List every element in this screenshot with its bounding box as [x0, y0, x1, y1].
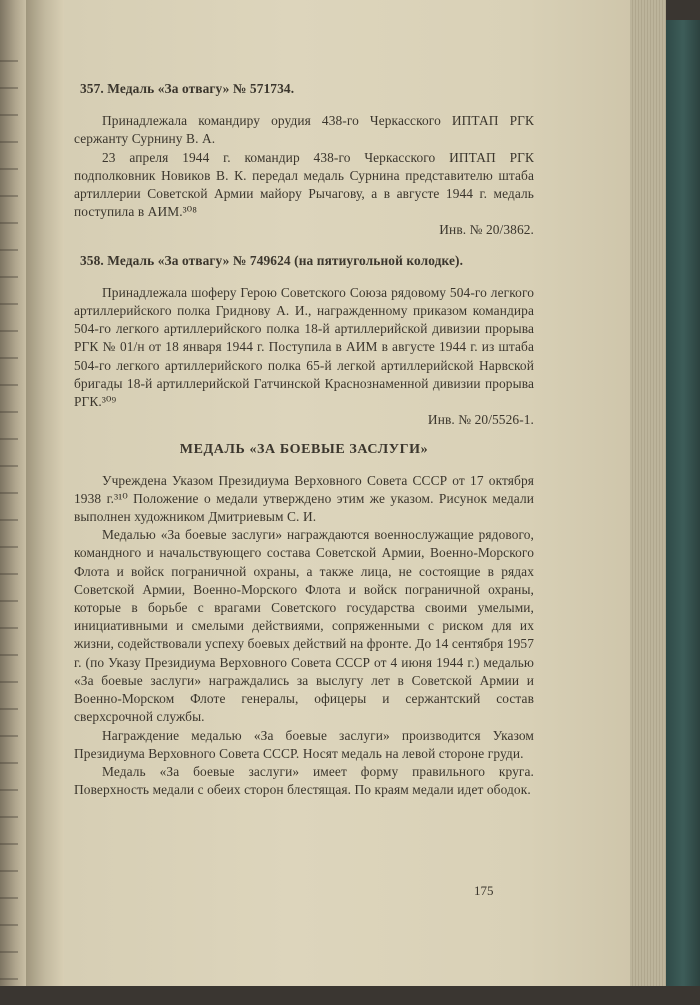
- book-cover-edge: [666, 20, 700, 986]
- left-page-edge: [0, 0, 26, 986]
- entry-paragraph: Принадлежала шоферу Герою Советского Союза рядовому 504-го легкого артиллерийского полка Гриднову А. И., награжденному приказом командира 504-го легкого артиллерийского полка 18-й артиллерийской дивизии прорыва РГК № 01/н от 18 января 1944 г. Поступила в АИМ в августе 1944 г. из штаба 504-го легкого артиллерийского полка 65-й легкой артиллерийской Нарвской бригады 18-й артиллерийской Гатчинской Краснознаменной дивизии прорыва РГК.³⁰⁹: [74, 284, 534, 410]
- inventory-number: Инв. № 20/3862.: [439, 222, 534, 238]
- entry-heading: 358. Медаль «За отвагу» № 749624 (на пятиугольной колодке).: [80, 252, 464, 268]
- section-paragraph: Награждение медалью «За боевые заслуги» производится Указом Президиума Верховного Совета СССР. Носят медаль на левой стороне груди.: [74, 727, 534, 761]
- left-page-text-fragments: [0, 60, 22, 1005]
- page-number: 175: [474, 883, 494, 898]
- section-paragraph: Медаль «За боевые заслуги» имеет форму правильного круга. Поверхность медали с обеих сторон блестящая. По краям медали идет ободок.: [74, 763, 534, 798]
- catalog-entry-357: [74, 80, 534, 240]
- page-stack-edge: [630, 0, 666, 986]
- entry-paragraph: 23 апреля 1944 г. командир 438-го Черкасского ИПТАП РГК подполковник Новиков В. К. передал медаль Сурнина представителю штаба артиллерии Советской Армии майору Рычагову, а в августе 1944 г. медаль поступила в АИМ.³⁰⁸: [74, 149, 534, 220]
- section-paragraph: Медалью «За боевые заслуги» награждаются военнослужащие рядового, командного и начальствующего состава Советской Армии, Военно-Морского Флота и войск пограничной охраны, а также лица, не состоящие в рядах Советской Армии, Военно-Морского Флота и войск пограничной охраны, которые в борьбе с врагами Советского государства своими умелыми, инициативными и смелыми действиями, сопряженными с риском для их жизни, содействовали успеху боевых действий на фронте. До 14 сентября 1957 г. (по Указу Президиума Верховного Совета СССР от 4 июня 1944 г.) медалью «За боевые заслуги» награждались за выслугу лет в Советской Армии и Военно-Морском Флоте генералы, офицеры и сержантский состав сверхсрочной службы.: [74, 527, 534, 725]
- page-content: [74, 80, 534, 799]
- entry-heading: 357. Медаль «За отвагу» № 571734.: [80, 81, 295, 96]
- inventory-number: Инв. № 20/5526-1.: [427, 412, 534, 428]
- section-paragraph: Учреждена Указом Президиума Верховного Совета СССР от 17 октября 1938 г.³¹⁰ Положение о медали утверждено этим же указом. Рисунок медали выполнен художником Дмитриевым С. И.: [74, 472, 534, 525]
- section-heading: МЕДАЛЬ «ЗА БОЕВЫЕ ЗАСЛУГИ»: [179, 442, 429, 458]
- entry-paragraph: Принадлежала командиру орудия 438-го Черкасского ИПТАП РГК сержанту Сурнину В. А.: [74, 113, 534, 147]
- catalog-entry-358: [74, 252, 534, 430]
- book-gutter: [26, 0, 64, 986]
- medal-section: [74, 441, 534, 799]
